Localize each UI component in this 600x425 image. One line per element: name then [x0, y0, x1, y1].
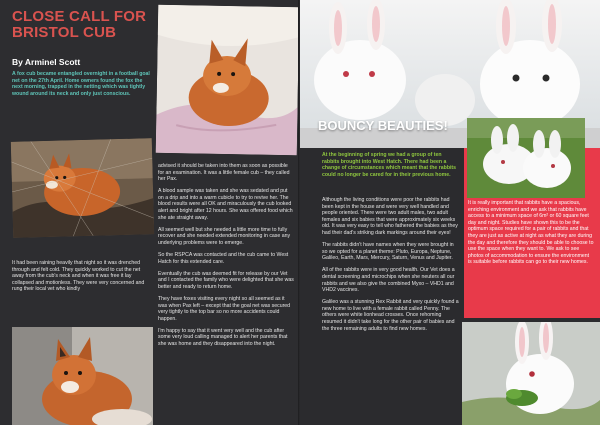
article-title: BOUNCY BEAUTIES! — [318, 118, 448, 133]
rabbit-eating-photo — [462, 322, 600, 425]
paragraph: They have foxes visiting every night so all seemed as it was when Pax left – except that the goal net was secured very tightly to the top bar so no more accidents could happen. — [158, 296, 291, 322]
fox-cub-photo-net — [11, 138, 154, 238]
left-column-1-text — [12, 260, 153, 298]
article-lead: A fox cub became entangled overnight in a football goal net on the 27th April. Home owners found the fox the next morning, trapped in the netting which was tightly wound around its neck and only just conscious. — [12, 71, 150, 97]
sidebar-text: It is really important that rabbits have a spacious, enriching environment and we ask that rabbits have access to a minimum space of 6m² or 60 square feet day and night. Studies have shown this to be the optimum space required for a pair of rabbits and that they are just as active at night as what they are during the day and therefore they should be able to choose to use the space when they want to. We ask to see photos of accommodation to ensure the environment is suitable before rabbits can go to their new homes. — [468, 200, 594, 266]
paragraph: So the RSPCA was contacted and the cub came to West Hatch for this extended care. — [158, 252, 289, 265]
paragraph: advised it should be taken into them as soon as possible for an examination. It was a little female cub – they called her Pax. — [158, 163, 290, 183]
paragraph: Eventually the cub was deemed fit for release by our Vet and I contacted the family who were delighted that she was better and ready to return home. — [158, 270, 294, 290]
article-byline: By Arminel Scott — [12, 57, 81, 67]
article-title: CLOSE CALL FOR BRISTOL CUB — [12, 8, 147, 41]
rabbits-pair-photo — [467, 118, 585, 198]
paragraph: The rabbits didn't have names when they were brought in so we opted for a planet theme: Pluto, Europa, Neptune, Galileo, Earth, Mars, Mercury, Saturn, Venus and Jupiter. — [322, 242, 454, 262]
paragraph: I'm happy to say that it went very well and the cub after some very loud calling managed to alert her parents that she was home and they disappeared into the night. — [158, 327, 288, 348]
fox-cub-photo-blanket — [156, 5, 300, 155]
paragraph: It had been raining heavily that night so it was drenched through and felt cold. They quickly worked to cut the net away from the cub's neck and when it was free it lay collapsed and motionless. They were very concerned and rung their local vet who kindly — [12, 260, 145, 293]
paragraph: A blood sample was taken and she was sedated and put on a drip and into a warm cubicle to try to revive her. The blood results were all OK and miraculously the cub looked alert and bright after 12 hours. She was offered food which she ate straight away. — [158, 188, 293, 221]
article-lead: At the beginning of spring we had a group of ten rabbits brought into West Hatch. There had been a change of circumstances which meant that the rabbits could no longer be cared for in their previous home. — [322, 152, 457, 178]
fox-cub-photo-bottom — [12, 327, 153, 425]
paragraph: All of the rabbits were in very good health. Our Vet does a dental screening and microchips when she neuters all our rabbits and we also give the combined Myxo – VHD1 and VHD2 vaccines. — [322, 267, 455, 294]
paragraph: Galileo was a stunning Rex Rabbit and very quickly found a new home to live with a female rabbit called Penny. The others were white lionhead crosses. Once rehoming resumed it didn't take long for the other pair of babies and the three remaining adults to find new homes. — [322, 299, 459, 332]
left-column-2-text — [158, 163, 294, 353]
paragraph: All seemed well but she needed a little more time to fully recover and she needed extended monitoring in case any underlying problems were to emerge. — [158, 226, 291, 246]
right-column-text — [322, 197, 460, 338]
paragraph: Although the living conditions were poor the rabbits had been kept in the house and were very well handled and people oriented. There were two adult males, two adult females and six babies that were approximately six weeks old. It was very easy to tell who fathered the babies as they had their dad's striking dark markings around their eyes! — [322, 197, 458, 236]
